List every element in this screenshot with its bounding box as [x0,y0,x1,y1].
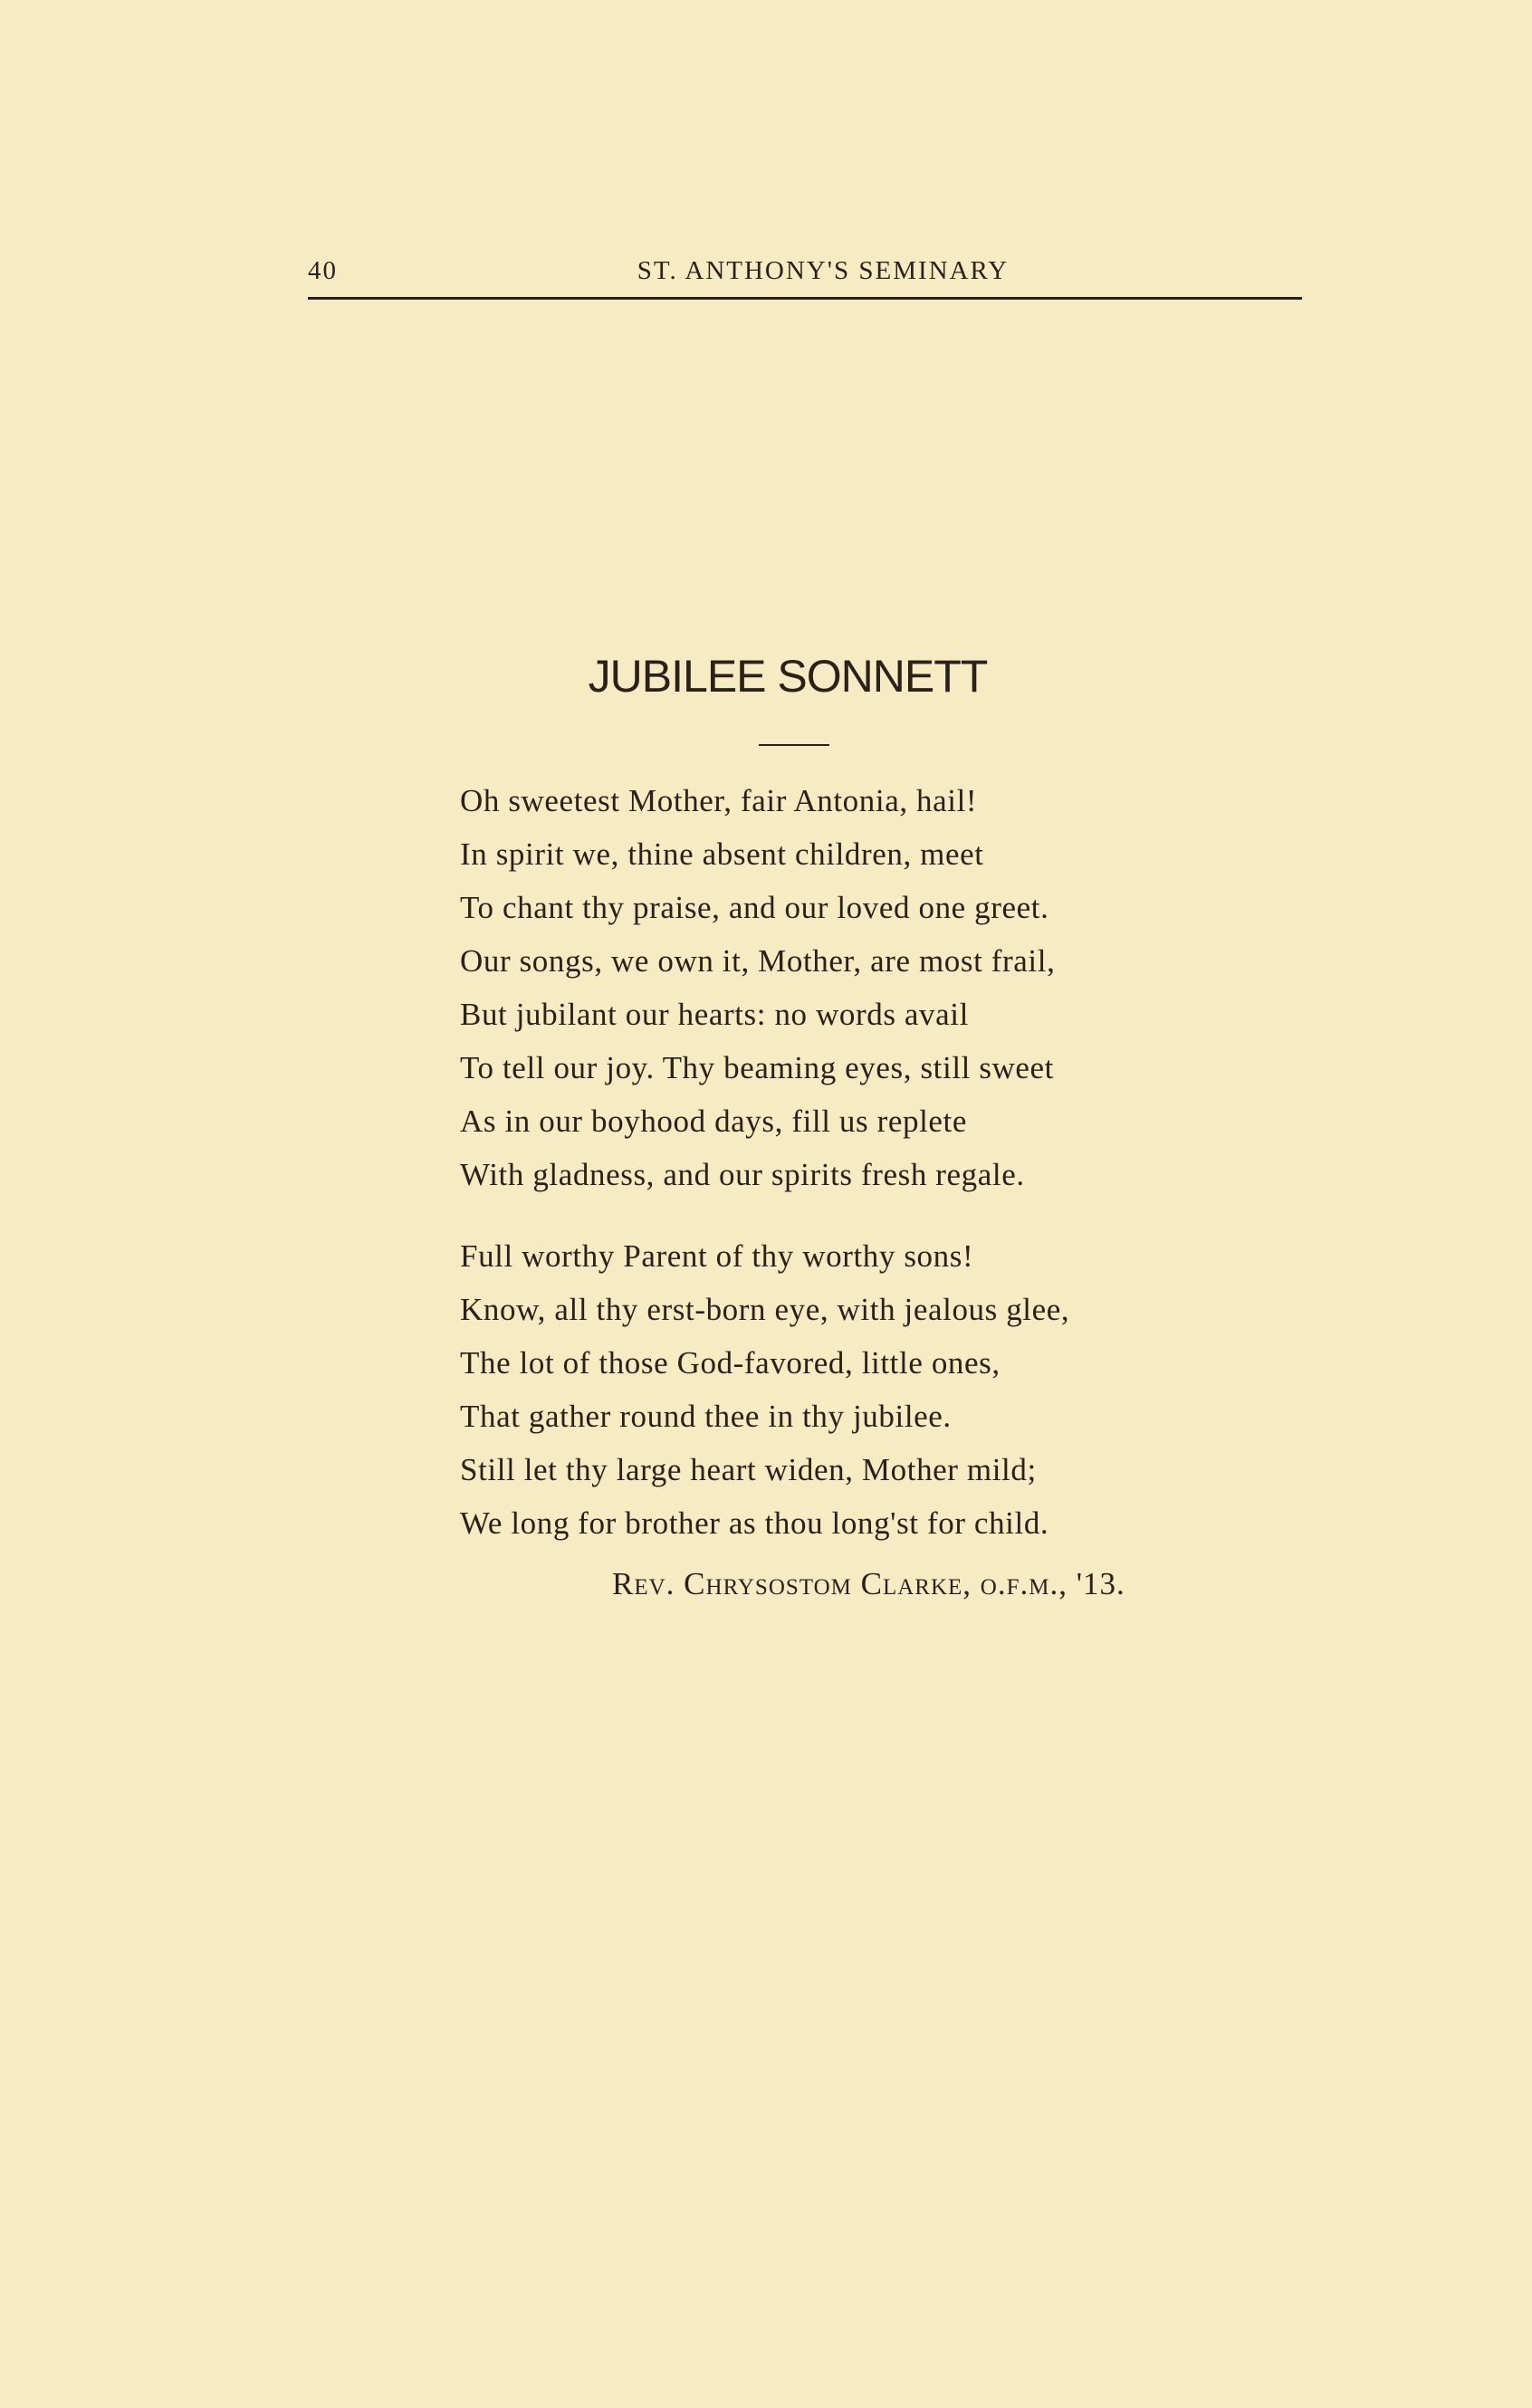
verse-line: Oh sweetest Mother, fair Antonia, hail! [460,783,978,818]
journal-title: ST. ANTHONY'S SEMINARY [637,256,1010,285]
verse-line: Know, all thy erst-born eye, with jealous glee, [460,1292,1070,1327]
verse-line: Our songs, we own it, Mother, are most frail, [460,943,1056,979]
page-number: 40 [308,256,338,285]
verse-line: Full worthy Parent of thy worthy sons! [460,1238,974,1274]
verse-line: But jubilant our hearts: no words avail [460,997,969,1032]
stanza-1 [460,774,1055,1201]
verse-line: In spirit we, thine absent children, meet [460,836,984,872]
author-signature: Rev. Chrysostom Clarke, o.f.m., '13. [612,1566,1125,1601]
verse-line: We long for brother as thou long'st for child. [460,1505,1049,1541]
title-rule [759,744,829,746]
stanza-2 [460,1229,1069,1550]
verse-line: That gather round thee in thy jubilee. [460,1399,952,1434]
verse-line: The lot of those God-favored, little ones, [460,1345,1001,1381]
header-rule [308,297,1302,300]
verse-line: To tell our joy. Thy beaming eyes, still sweet [460,1050,1055,1085]
running-head [308,256,1302,292]
verse-line: Still let thy large heart widen, Mother mild; [460,1452,1037,1487]
poem-title: JUBILEE SONNETT [588,651,988,702]
verse-line: To chant thy praise, and our loved one greet. [460,890,1049,925]
verse-line: With gladness, and our spirits fresh regale. [460,1157,1025,1192]
verse-line: As in our boyhood days, fill us replete [460,1104,967,1139]
